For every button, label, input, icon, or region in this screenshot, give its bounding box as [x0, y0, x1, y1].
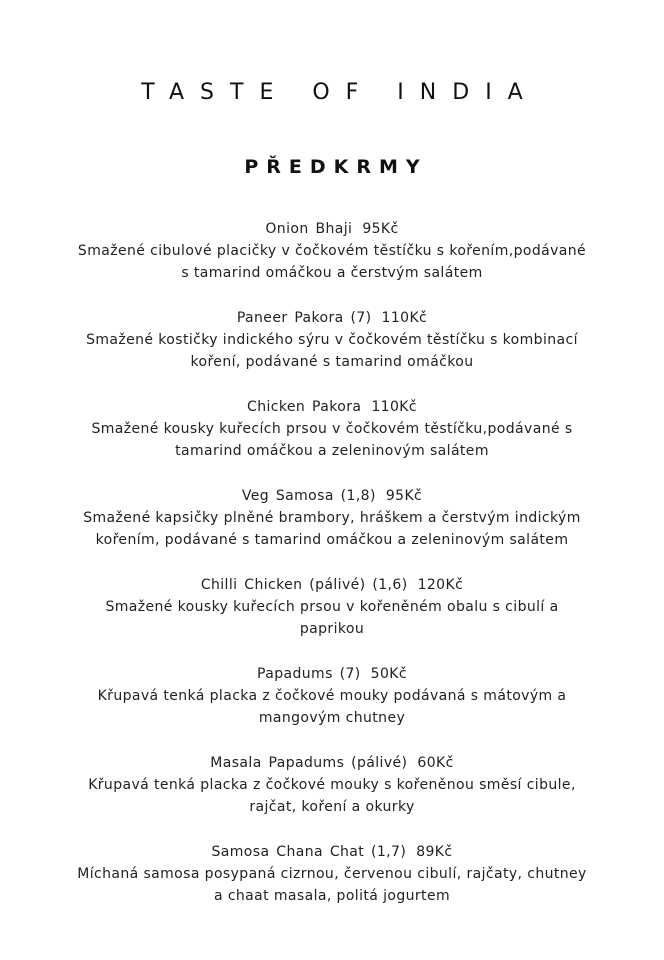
- menu-item-description: Smažené kousky kuřecích prsou v čočkovém těstíčku,podávané s: [91, 421, 573, 437]
- menu-item-header: [0, 752, 664, 774]
- menu-item-description: a chaat masala, politá jogurtem: [213, 888, 451, 904]
- menu-item-price: 50Kč: [370, 666, 407, 682]
- menu-item-name: Papadums (7): [257, 666, 361, 682]
- menu-items: [0, 218, 664, 930]
- menu-item-name: Chicken Pakora: [247, 399, 362, 415]
- menu-item-description: s tamarind omáčkou a čerstvým salátem: [181, 265, 483, 281]
- menu-item-description: Křupavá tenká placka z čočkové mouky podávaná s mátovým a: [97, 688, 567, 704]
- menu-item-price: 110Kč: [371, 399, 417, 415]
- menu-item-price: 60Kč: [417, 755, 454, 771]
- menu-item-description: tamarind omáčkou a zeleninovým salátem: [175, 443, 489, 459]
- menu-item-name: Onion Bhaji: [265, 221, 353, 237]
- menu-item-description: kořením, podávané s tamarind omáčkou a zeleninovým salátem: [95, 532, 569, 548]
- menu-item-header: [0, 485, 664, 507]
- menu-item: [0, 752, 664, 841]
- menu-item-name: Masala Papadums (pálivé): [210, 755, 408, 771]
- menu-item-price: 120Kč: [417, 577, 464, 593]
- restaurant-title: TASTE OF INDIA: [141, 80, 539, 105]
- menu-item-description: Smažené kousky kuřecích prsou v kořeněném obalu s cibulí a: [105, 599, 559, 615]
- menu-item-description: Smažené kostičky indického sýru v čočkovém těstíčku s kombinací: [86, 332, 578, 348]
- menu-item-header: [0, 396, 664, 418]
- menu-item-name: Samosa Chana Chat (1,7): [211, 844, 407, 860]
- menu-item-header: [0, 841, 664, 863]
- menu-item-price: 110Kč: [381, 310, 428, 326]
- menu-item-name: Paneer Pakora (7): [236, 310, 372, 326]
- menu-item: [0, 396, 664, 485]
- menu-item-description: koření, podávané s tamarind omáčkou: [190, 354, 474, 370]
- section-heading: PŘEDKRMY: [244, 156, 428, 178]
- menu-item-description: paprikou: [299, 621, 365, 637]
- menu-item: [0, 663, 664, 752]
- menu-item-header: [0, 663, 664, 685]
- menu-item: [0, 574, 664, 663]
- menu-item-price: 89Kč: [416, 844, 453, 860]
- menu-item-header: [0, 218, 664, 240]
- menu-item-name: Veg Samosa (1,8): [241, 488, 376, 504]
- menu-item: [0, 485, 664, 574]
- menu-item-description: Míchaná samosa posypaná cizrnou, červenou cibulí, rajčaty, chutney: [77, 866, 587, 882]
- menu-item: [0, 218, 664, 307]
- menu-item-header: [0, 574, 664, 596]
- menu-item: [0, 307, 664, 396]
- menu-item: [0, 841, 664, 930]
- menu-item-description: mangovým chutney: [258, 710, 406, 726]
- menu-item-description: Smažené cibulové placičky v čočkovém těstíčku s kořením,podávané: [77, 243, 587, 259]
- menu-item-price: 95Kč: [385, 488, 423, 504]
- menu-item-description: rajčat, koření a okurky: [249, 799, 415, 815]
- menu-item-header: [0, 307, 664, 329]
- menu-item-description: Smažené kapsičky plněné brambory, hráškem a čerstvým indickým: [83, 510, 581, 526]
- menu-item-description: Křupavá tenká placka z čočkové mouky s kořeněnou směsí cibule,: [88, 777, 576, 793]
- menu-item-name: Chilli Chicken (pálivé) (1,6): [200, 577, 408, 593]
- menu-item-price: 95Kč: [362, 221, 399, 237]
